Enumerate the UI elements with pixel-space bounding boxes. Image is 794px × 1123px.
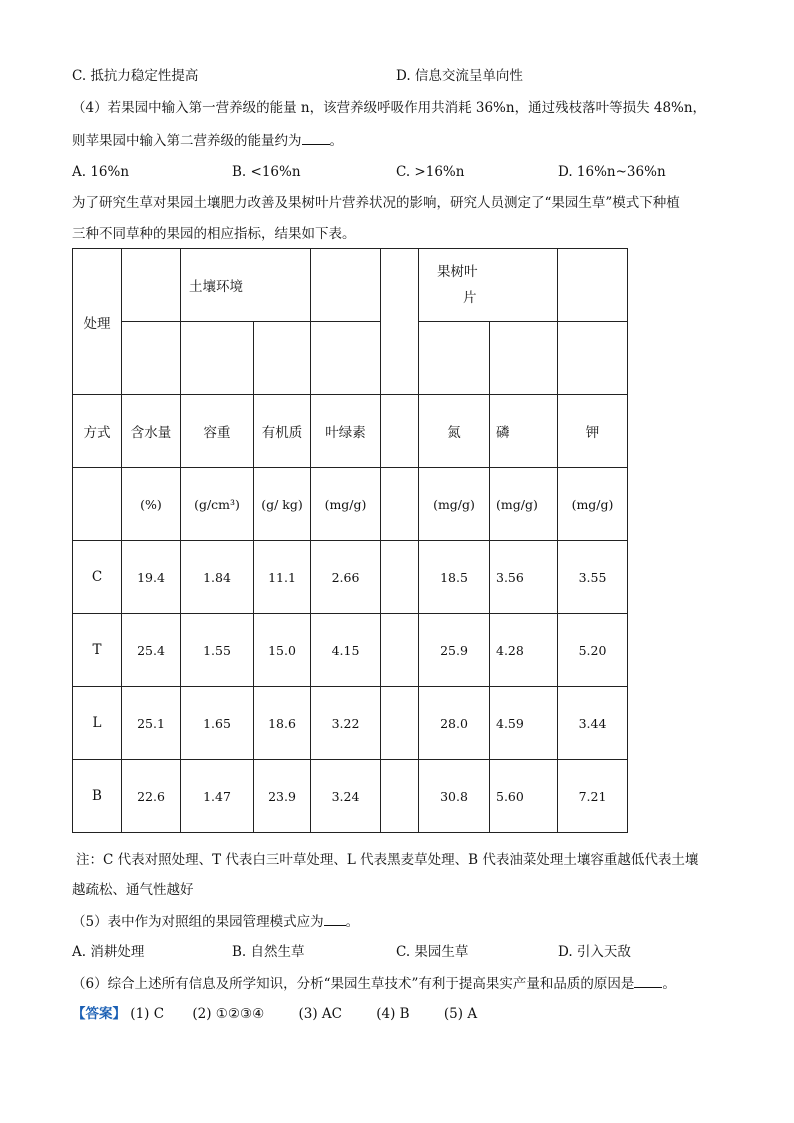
answer-4: (4) B	[376, 1006, 410, 1022]
table-cell: 18.6	[254, 687, 311, 760]
table-cell	[381, 468, 419, 541]
table-cell: 11.1	[254, 541, 311, 614]
table-cell: 容重	[181, 395, 254, 468]
question-4-line2	[72, 130, 343, 151]
table-cell: 18.5	[419, 541, 490, 614]
header-leaf	[419, 249, 558, 322]
table-cell: T	[73, 614, 122, 687]
intro-line2: 三种不同草种的果园的相应指标，结果如下表。	[72, 226, 356, 242]
table-cell: C	[73, 541, 122, 614]
question-6	[72, 973, 676, 994]
answer-blank	[302, 130, 330, 145]
header-soil: 土壤环境	[181, 249, 311, 322]
table-cell: 5.60	[490, 760, 558, 833]
table-cell: 1.65	[181, 687, 254, 760]
table-cell	[381, 687, 419, 760]
table-cell: 叶绿素	[311, 395, 381, 468]
table-cell: 4.59	[490, 687, 558, 760]
answer-1: (1) C	[130, 1006, 165, 1022]
intro-line1: 为了研究生草对果园土壤肥力改善及果树叶片营养状况的影响，研究人员测定了“果园生草”模式下种植	[72, 195, 680, 211]
table-cell: 7.21	[558, 760, 628, 833]
table-row	[73, 687, 628, 760]
note-line1: 注：C 代表对照处理、T 代表白三叶草处理、L 代表黑麦草处理、B 代表油菜处理土壤容重越低代表土壤	[76, 852, 699, 868]
answer-blank	[634, 973, 662, 988]
q4-option-d: D. 16%n~36%n	[558, 164, 666, 180]
table-cell: 磷	[490, 395, 558, 468]
table-cell: 25.9	[419, 614, 490, 687]
table-cell: 钾	[558, 395, 628, 468]
table-cell: 5.20	[558, 614, 628, 687]
table-cell: 30.8	[419, 760, 490, 833]
answer-2: (2) ①②③④	[192, 1006, 265, 1022]
data-table	[72, 248, 628, 833]
table-cell: 2.66	[311, 541, 381, 614]
table-cell: 有机质	[254, 395, 311, 468]
answer-3: (3) AC	[298, 1006, 342, 1022]
q4-option-a: A. 16%n	[72, 164, 130, 180]
table-cell: 23.9	[254, 760, 311, 833]
table-cell: 28.0	[419, 687, 490, 760]
table-row	[73, 760, 628, 833]
table-cell: 3.44	[558, 687, 628, 760]
table-cell: 25.4	[122, 614, 181, 687]
header-leaf-b: 片	[463, 290, 477, 306]
table-cell: 3.55	[558, 541, 628, 614]
table-cell: (mg/g)	[419, 468, 490, 541]
table-cell: B	[73, 760, 122, 833]
answer-blank	[324, 911, 346, 926]
table-cell: L	[73, 687, 122, 760]
table-cell: 3.24	[311, 760, 381, 833]
answer-tag: 【答案】	[72, 1006, 126, 1022]
table-cell: (mg/g)	[311, 468, 381, 541]
question-4-end: 。	[329, 133, 343, 149]
table-cell: (mg/g)	[558, 468, 628, 541]
q4-option-b: B. <16%n	[232, 164, 301, 180]
table-row	[73, 541, 628, 614]
table-cell	[381, 760, 419, 833]
header-leaf-a: 果树叶	[437, 264, 478, 280]
question-6-end: 。	[662, 976, 676, 992]
question-5-text: （5）表中作为对照组的果园管理模式应为	[72, 914, 324, 930]
q5-option-b: B. 自然生草	[232, 944, 305, 960]
question-6-text: （6）综合上述所有信息及所学知识，分析“果园生草技术”有利于提高果实产量和品质的原因是	[72, 976, 635, 992]
q5-option-c: C. 果园生草	[396, 944, 469, 960]
q5-option-a: A. 消耕处理	[72, 944, 145, 960]
table-cell: (%)	[122, 468, 181, 541]
question-4-text: 则苹果园中输入第二营养级的能量约为	[72, 133, 302, 149]
table-cell: 19.4	[122, 541, 181, 614]
q4-option-c: C. >16%n	[396, 164, 465, 180]
table-cell: 4.28	[490, 614, 558, 687]
table-cell: (g/ kg)	[254, 468, 311, 541]
option-d-q3: D. 信息交流呈单向性	[396, 68, 523, 84]
table-cell: 方式	[73, 395, 122, 468]
table-cell	[381, 614, 419, 687]
table-cell: 3.22	[311, 687, 381, 760]
table-cell: 氮	[419, 395, 490, 468]
table-cell: 含水量	[122, 395, 181, 468]
question-5	[72, 911, 359, 932]
table-cell: 1.84	[181, 541, 254, 614]
table-cell: 22.6	[122, 760, 181, 833]
table-row-units	[73, 468, 628, 541]
q5-option-d: D. 引入天敌	[558, 944, 631, 960]
table-row-columns	[73, 395, 628, 468]
header-process: 处理	[73, 249, 122, 395]
table-cell: 3.56	[490, 541, 558, 614]
table-cell: 1.55	[181, 614, 254, 687]
answer-line	[72, 1004, 477, 1024]
note-line2: 越疏松、通气性越好	[72, 882, 194, 898]
table-cell	[381, 541, 419, 614]
table-cell: (g/cm³)	[181, 468, 254, 541]
question-4-line1: （4）若果园中输入第一营养级的能量 n，该营养级呼吸作用共消耗 36%n，通过残枝落叶等损失 48%n，	[72, 100, 707, 116]
table-cell: 15.0	[254, 614, 311, 687]
table-cell: 1.47	[181, 760, 254, 833]
table-cell: 25.1	[122, 687, 181, 760]
option-c-q3: C. 抵抗力稳定性提高	[72, 68, 199, 84]
question-5-end: 。	[345, 914, 360, 930]
table-cell	[381, 395, 419, 468]
answer-5: (5) A	[443, 1006, 478, 1022]
table-row	[73, 614, 628, 687]
table-cell: (mg/g)	[490, 468, 558, 541]
table-cell	[73, 468, 122, 541]
table-cell: 4.15	[311, 614, 381, 687]
